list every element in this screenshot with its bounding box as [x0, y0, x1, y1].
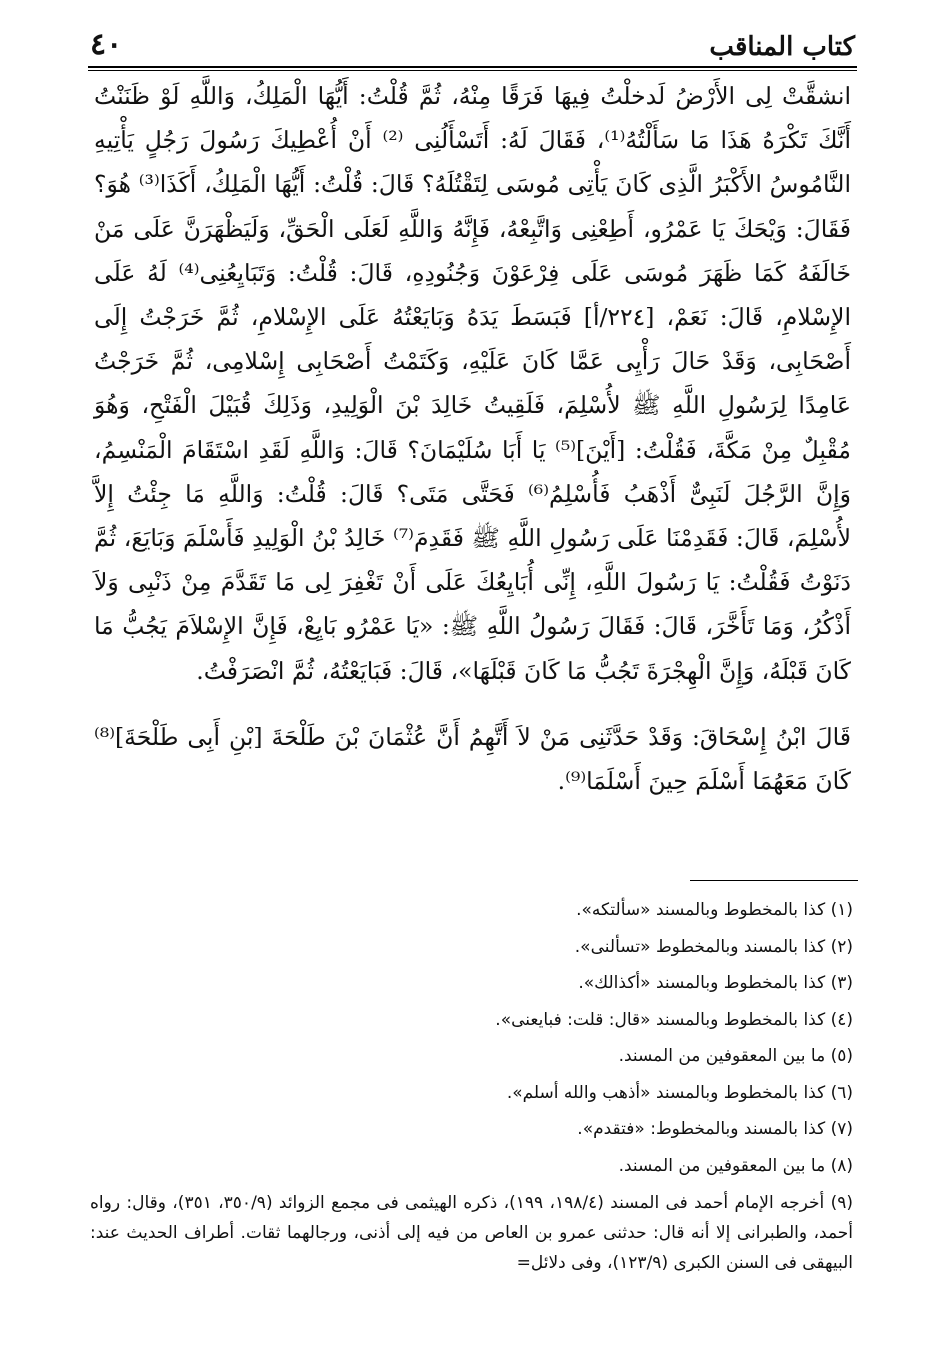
footnote-2: (٢) كذا بالمسند وبالمخطوط «تسألنى».: [574, 936, 853, 957]
paragraph-1: انشقَّتْ لِى الأَرْضُ لَدخلْتُ فِيهَا فَرَقًا مِنْهُ، ثُمَّ قُلْتُ: أَيُّهَا الْمَلِكُ، وَاللَّهِ لَوْ ظَنَنْتُ أَنَّكَ تَكْرَهُ هَذَا مَا سَأَلْتُهُ⁽¹⁾، فَقَالَ لَهُ: أَتَسْأَلُنِى ⁽²⁾ أَنْ أُعْطِيكَ رَسُولَ رَجُلٍ يَأْتِيهِ النَّامُوسُ الأَكْبَرُ الَّذِى كَانَ يَأْتِى مُوسَى لِتَقْتُلَهُ؟ قَالَ: قُلْتُ: أَيُّهَا الْمَلِكُ، أَكَذَا⁽³⁾ هُوَ؟ فَقَالَ: وَيْحَكَ يَا عَمْرُو، أَطِعْنِى وَاتَّبِعْهُ، فَإِنَّهُ وَاللَّهِ لَعَلَى الْحَقِّ، وَلَيَظْهَرَنَّ عَلَى مَنْ خَالَفَهُ كَمَا ظَهَرَ مُوسَى عَلَى فِرْعَوْنَ وَجُنُودِهِ، قَالَ: قُلْتُ: وَتَبَايِعُنِى⁽⁴⁾ لَهُ عَلَى الإِسْلامِ، قَالَ: نَعَمْ، [٢٢٤/أ] فَبَسَطَ يَدَهُ وَبَايَعْتُهُ عَلَى الإِسْلامِ، ثُمَّ خَرَجْتُ إِلَى أَصْحَابِى، وَقَدْ حَالَ رَأْيِى عَمَّا كَانَ عَلَيْهِ، وَكَتَمْتُ أَصْحَابِى إِسْلامِى، ثُمَّ خَرَجْتُ عَامِدًا لِرَسُولِ اللَّهِ ﷺ لأُسْلِمَ، فَلَقِيتُ خَالِدَ بْنَ الْوَلِيدِ، وَذَلِكَ قُبَيْلَ الْفَتْحِ، وَهُوَ مُقْبِلٌ مِنْ مَكَّةَ، فَقُلْتُ: [أَيْنَ]⁽⁵⁾ يَا أَبَا سُلَيْمَانَ؟ قَالَ: وَاللَّهِ لَقَدِ اسْتَقَامَ الْمَنْسِمُ، وَإِنَّ الرَّجُلَ لَنَبِىٌّ أَذْهَبُ فَأُسْلِمُ⁽⁶⁾ فَحَتَّى مَتَى؟ قَالَ: قُلْتُ: وَاللَّهِ مَا جِئْتُ إِلاَّ لأُسْلِمَ، قَالَ: فَقَدِمْنَا عَلَى رَسُولِ اللَّهِ ﷺ فَقَدِمَ⁽⁷⁾ خَالِدُ بْنُ الْوَلِيدِ فَأَسْلَمَ وَبَايَعَ، ثُمَّ دَنَوْتُ فَقُلْتُ: يَا رَسُولَ اللَّهِ، إِنِّى أُبَايِعُكَ عَلَى أَنْ تَغْفِرَ لِى مَا تَقَدَّمَ مِنْ ذَنْبِى وَلاَ أَذْكُرُ، وَمَا تَأَخَّرَ، قَالَ: فَقَالَ رَسُولُ اللَّهِ ﷺ: «يَا عَمْرُو بَايِعْ، فَإِنَّ الإِسْلاَمَ يَجُبُّ مَا كَانَ قَبْلَهُ، وَإِنَّ الْهِجْرَةَ تَجُبُّ مَا كَانَ قَبْلَهَا»، قَالَ: فَبَايَعْتُهُ، ثُمَّ انْصَرَفْتُ.: [94, 82, 852, 685]
footnote-9: (٩) أخرجه الإمام أحمد فى المسند (١٩٨/٤، ١٩٩)، ذكره الهيثمى فى مجمع الزوائد (٣٥٠/٩، ٣٥١)، وقال: رواه أحمد، والطبرانى إلا أنه قال: حدثنى عمرو بن العاص من فيه إلى أذنى، ورجالهما ثقات. أطراف الحديث عند: البيهقى فى السنن الكبرى (١٢٣/٩)، وفى دلائل=: [90, 1193, 854, 1273]
footnote-separator: [690, 880, 858, 881]
header-rule-thin: [88, 70, 857, 71]
footnote-4: (٤) كذا بالمخطوط وبالمسند «قال: قلت: فبايعنى».: [495, 1009, 853, 1030]
page-number: ٤٠: [90, 27, 123, 62]
main-text: [94, 74, 851, 803]
running-title: كتاب المناقب: [709, 32, 855, 62]
footnote-8: (٨) ما بين المعقوفين من المسند.: [618, 1155, 853, 1176]
footnote-1: (١) كذا بالمخطوط وبالمسند «سألتكه».: [576, 900, 853, 920]
footnotes: [90, 892, 853, 1278]
footnote-5: (٥) ما بين المعقوفين من المسند.: [618, 1046, 853, 1066]
paragraph-2: قَالَ ابْنُ إِسْحَاقَ: وَقَدْ حَدَّثَنِى مَنْ لاَ أَتَّهِمُ أَنَّ عُثْمَانَ بْنَ طَلْحَةَ [بْنِ أَبِى طَلْحَةَ]⁽⁸⁾ كَانَ مَعَهُمَا أَسْلَمَ حِينَ أَسْلَمَا⁽⁹⁾.: [94, 722, 851, 796]
footnote-6: (٦) كذا بالمخطوط وبالمسند «أذهب والله أسلم».: [506, 1082, 853, 1103]
header-rule: [88, 66, 857, 68]
page-header: [90, 24, 855, 60]
footnote-3: (٣) كذا بالمخطوط وبالمسند «أكذالك».: [578, 973, 853, 993]
footnote-7: (٧) كذا بالمسند وبالمخطوط: «فتقدم».: [577, 1119, 853, 1139]
